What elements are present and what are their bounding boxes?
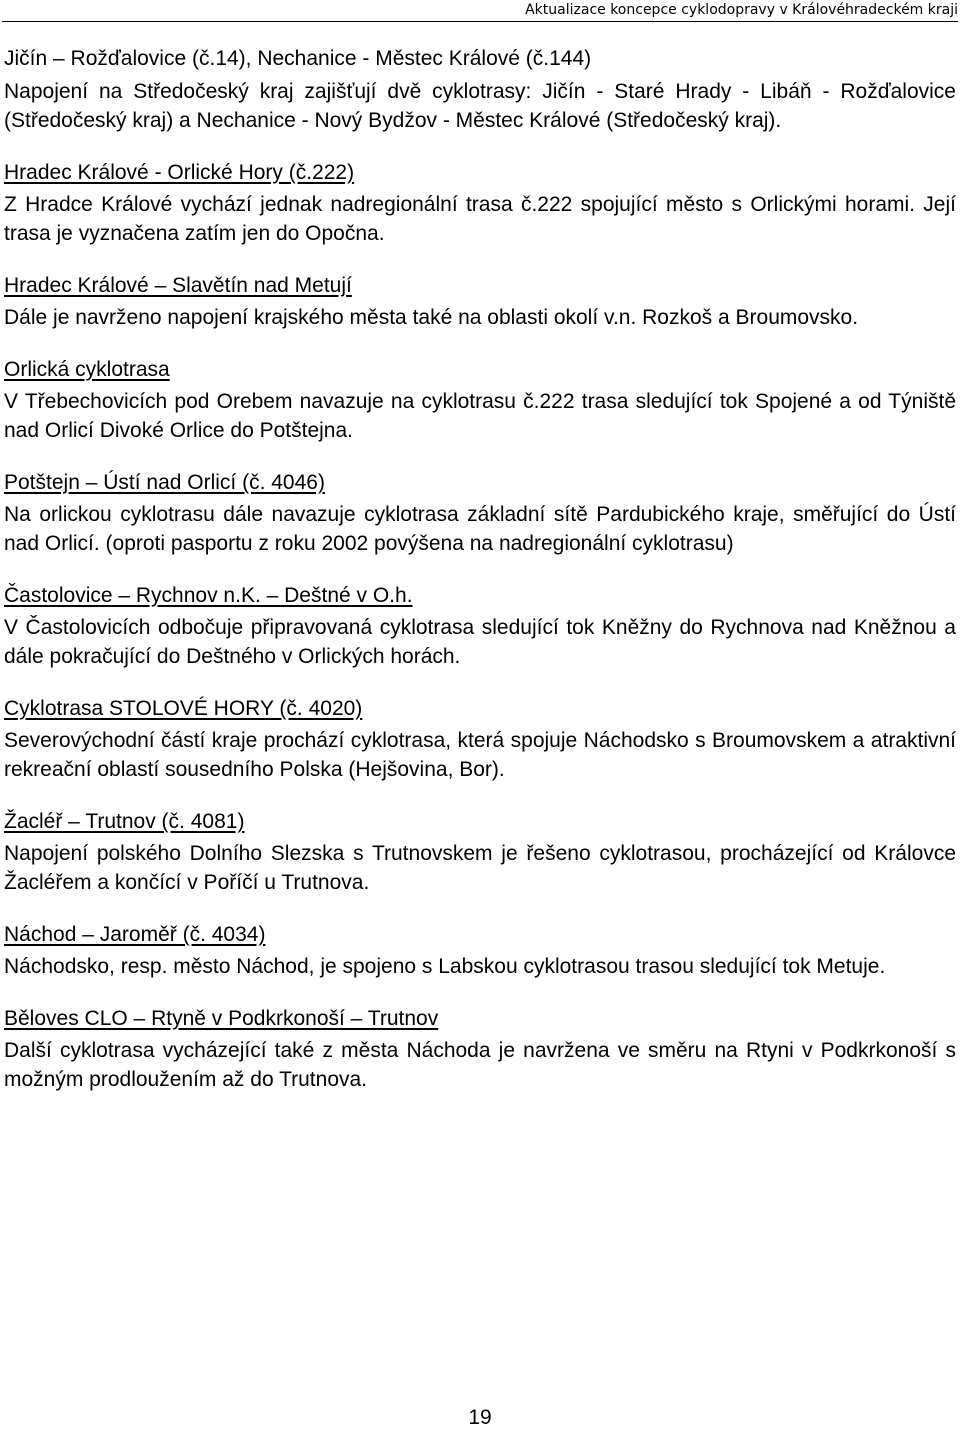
section-heading: Jičín – Rožďalovice (č.14), Nechanice - Městec Králové (č.144): [4, 47, 592, 70]
section-paragraph: Dále je navrženo napojení krajského města také na oblasti okolí v.n. Rozkoš a Broumovsko.: [4, 306, 859, 329]
section-heading: Hradec Králové - Orlické Hory (č.222): [4, 161, 355, 184]
section-paragraph: Náchodsko, resp. město Náchod, je spojeno s Labskou cyklotrasou trasou sledující tok Metuje.: [4, 955, 886, 978]
section-paragraph: Napojení na Středočeský kraj zajišťují dvě cyklotrasy: Jičín - Staré Hrady - Libáň - Rožďalovice (Středočeský kraj) a Nechanice - Nový Bydžov - Městec Králové (Středočeský kraj).: [4, 80, 956, 132]
section-potstejn-usti: [4, 468, 956, 558]
page-number: 19: [468, 1406, 492, 1429]
section-hradec-slavetin: [4, 271, 956, 332]
section-stolove-hory: [4, 694, 956, 784]
section-heading: Hradec Králové – Slavětín nad Metují: [4, 274, 352, 297]
section-zacler-trutnov: [4, 807, 956, 897]
section-heading: Běloves CLO – Rtyně v Podkrkonoší – Trutnov: [4, 1007, 439, 1030]
section-paragraph: Na orlickou cyklotrasu dále navazuje cyklotrasa základní sítě Pardubického kraje, směřující do Ústí nad Orlicí. (oproti pasportu z roku 2002 povýšena na nadregionální cyklotrasu): [4, 503, 956, 555]
document-body: [4, 44, 956, 1117]
section-beloves-trutnov: [4, 1004, 956, 1094]
header-divider: [2, 21, 958, 22]
section-paragraph: Další cyklotrasa vycházející také z města Náchoda je navržena ve směru na Rtyni v Podkrkonoší s možným prodloužením až do Trutnova.: [4, 1039, 956, 1091]
running-header-title: Aktualizace koncepce cyklodopravy v Královéhradeckém kraji: [525, 2, 958, 18]
section-heading: Žacléř – Trutnov (č. 4081): [4, 810, 245, 833]
section-paragraph: Napojení polského Dolního Slezska s Trutnovskem je řešeno cyklotrasou, procházející od Královce Žacléřem a končící v Poříčí u Trutnova.: [4, 842, 956, 894]
section-heading: Náchod – Jaroměř (č. 4034): [4, 923, 266, 946]
section-heading: Orlická cyklotrasa: [4, 358, 170, 381]
section-paragraph: V Třebechovicích pod Orebem navazuje na cyklotrasu č.222 trasa sledující tok Spojené a od Týniště nad Orlicí Divoké Orlice do Potštejna.: [4, 390, 956, 442]
section-paragraph: Severovýchodní částí kraje prochází cyklotrasa, která spojuje Náchodsko s Broumovskem a atraktivní rekreační oblastí sousedního Polska (Hejšovina, Bor).: [4, 729, 956, 781]
section-paragraph: V Častolovicích odbočuje připravovaná cyklotrasa sledující tok Kněžny do Rychnova nad Kněžnou a dále pokračující do Deštného v Orlických horách.: [4, 616, 956, 668]
section-castolovice-rychnov: [4, 581, 956, 671]
section-hradec-orlicke-hory: [4, 158, 956, 248]
section-orlicka-cyklotrasa: [4, 355, 956, 445]
section-nachod-jaromer: [4, 920, 956, 981]
section-heading: Častolovice – Rychnov n.K. – Deštné v O.h.: [4, 584, 413, 607]
section-heading: Potštejn – Ústí nad Orlicí (č. 4046): [4, 471, 325, 494]
section-paragraph: Z Hradce Králové vychází jednak nadregionální trasa č.222 spojující město s Orlickými horami. Její trasa je vyznačena zatím jen do Opočna.: [4, 193, 956, 245]
section-heading: Cyklotrasa STOLOVÉ HORY (č. 4020): [4, 697, 363, 720]
section-jicin-rozdalovice: [4, 44, 956, 135]
